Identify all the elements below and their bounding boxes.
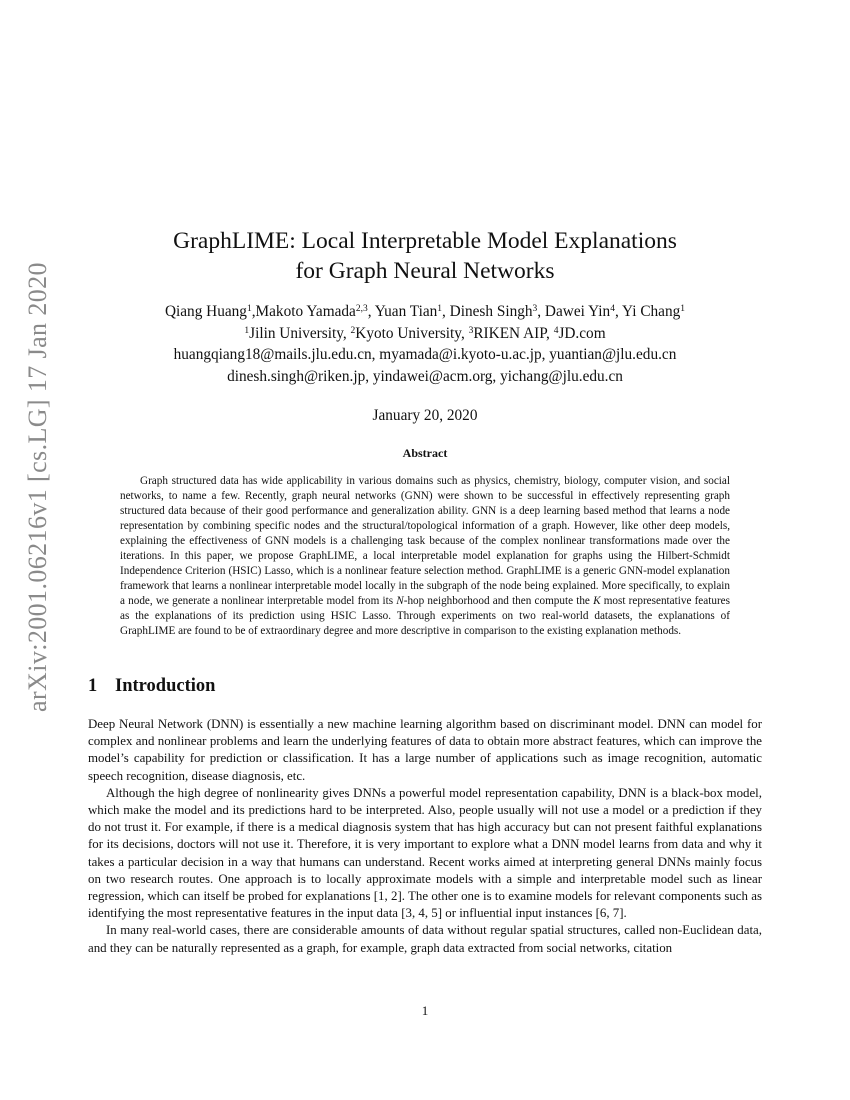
email-line-1: huangqiang18@mails.jlu.edu.cn, myamada@i.kyoto-u.ac.jp, yuantian@jlu.edu.cn (173, 346, 677, 363)
author-name: , Dinesh Singh (442, 303, 533, 320)
affiliation-list (88, 323, 762, 345)
page-number: 1 (421, 1003, 429, 1018)
section-heading (88, 676, 762, 697)
affiliation-marker: 4 (553, 325, 559, 336)
introduction-section (88, 676, 762, 957)
abstract-text: Graph structured data has wide applicability in various domains such as physics, chemistry, biology, computer vision, and social networks, to name a few. Recently, graph neural networks (GNN) were shown to be successful in effectively representing graph structured data because of their good performance and generalization ability. GNN is a deep learning based method that learns a node representation by combining specific nodes and the structural/topological information of a graph. However, like other deep models, explaining the effectiveness of GNN models is a challenging task because of the complex nonlinear transformations made over the iterations. In this paper, we propose GraphLIME, a local interpretable model explanation for graphs using the Hilbert-Schmidt Independence Criterion (HSIC) Lasso, which is a nonlinear feature selection method. GraphLIME is a generic GNN-model explanation framework that learns a nonlinear interpretable model locally in the subgraph of the node being explained. More specifically, to explain a node, we generate a nonlinear interpretable model from its (120, 475, 730, 607)
author-name: , Dawei Yin (537, 303, 611, 320)
section-title: Introduction (115, 676, 216, 696)
affiliation-marker: 4 (610, 304, 615, 314)
paragraph: In many real-world cases, there are considerable amounts of data without regular spatial structures, called non-Euclidean data, and they can be naturally represented as a graph, for example, graph data extracted from social networks, citation (88, 923, 762, 955)
affiliation-marker: 2,3 (355, 304, 368, 314)
abstract-heading: Abstract (402, 446, 448, 460)
affiliation-marker: 3 (532, 304, 538, 314)
section-number: 1 (88, 676, 98, 696)
abstract-text: -hop neighborhood and then compute the (403, 595, 594, 607)
paragraph: Although the high degree of nonlinearity gives DNNs a powerful model representation capability, DNN is a black-box model, which make the model and its predictions hard to be interpreted. Also, people usually will not use a model or a prediction if they do not trust it. For example, if there is a medical diagnosis system that has high accuracy but can not present faithful explanations for its decisions, doctors will not use it. Therefore, it is very important to explore what a DNN model learns from data and why it takes a particular decision in a way that humans can understand. Recent works aimed at interpreting general DNNs mainly focus on two research routes. One approach is to locally approximate models with a simple and interpretable model such as linear regression, which can itself be probed for explanations [1, 2]. The other one is to examine models for relevant components such as identifying the most representative features in the input data [3, 4, 5] or influential input instances [6, 7]. (88, 785, 762, 921)
author-name: , Yi Chang (614, 303, 681, 320)
author-list (88, 301, 762, 323)
author-name: Qiang Huang (164, 303, 247, 320)
affiliation-marker: 1 (246, 304, 252, 314)
abstract-body (120, 474, 730, 639)
math-variable: N (396, 595, 404, 607)
affiliation-name: JD.com (558, 324, 606, 342)
paragraph: Deep Neural Network (DNN) is essentially a new machine learning algorithm based on discriminant model. DNN can model for complex and nonlinear problems and learn the underlying features of data to obtain more abstract features, which can improve the model’s capability for prediction or classification. It has a large number of applications such as image recognition, automatic speech recognition, disease diagnosis, etc. (88, 717, 762, 783)
arxiv-identifier-stamp (20, 262, 56, 712)
author-name: ,Makoto Yamada (251, 303, 356, 320)
affiliation-marker: 1 (244, 325, 250, 336)
affiliation-name: Jilin University, (249, 324, 351, 342)
affiliation-marker: 1 (437, 304, 443, 314)
arxiv-stamp-text: arXiv:2001.06216v1 [cs.LG] 17 Jan 2020 (23, 262, 53, 712)
abstract (120, 446, 730, 639)
paper-title (88, 226, 762, 286)
affiliation-name: RIKEN AIP, (473, 324, 554, 342)
paper-header (88, 226, 762, 426)
affiliation-marker: 1 (680, 304, 686, 314)
title-line-1: GraphLIME: Local Interpretable Model Explanations (173, 228, 677, 254)
affiliation-marker: 3 (468, 325, 474, 336)
math-variable: K (593, 595, 601, 607)
affiliation-name: Kyoto University, (355, 324, 469, 342)
email-line-2: dinesh.singh@riken.jp, yindawei@acm.org, yichang@jlu.edu.cn (227, 367, 623, 385)
affiliation-marker: 2 (350, 325, 356, 336)
author-block (88, 301, 762, 387)
publication-date: January 20, 2020 (372, 407, 478, 424)
abstract-text: most representative features as the explanations of its prediction using HSIC Lasso. Through experiments on two real-world datasets, the explanations of GraphLIME are found to be of extraordinary degree and more descriptive in comparison to the existing explanation methods. (120, 595, 730, 637)
title-line-2: for Graph Neural Networks (295, 258, 555, 284)
author-name: , Yuan Tian (367, 303, 438, 320)
